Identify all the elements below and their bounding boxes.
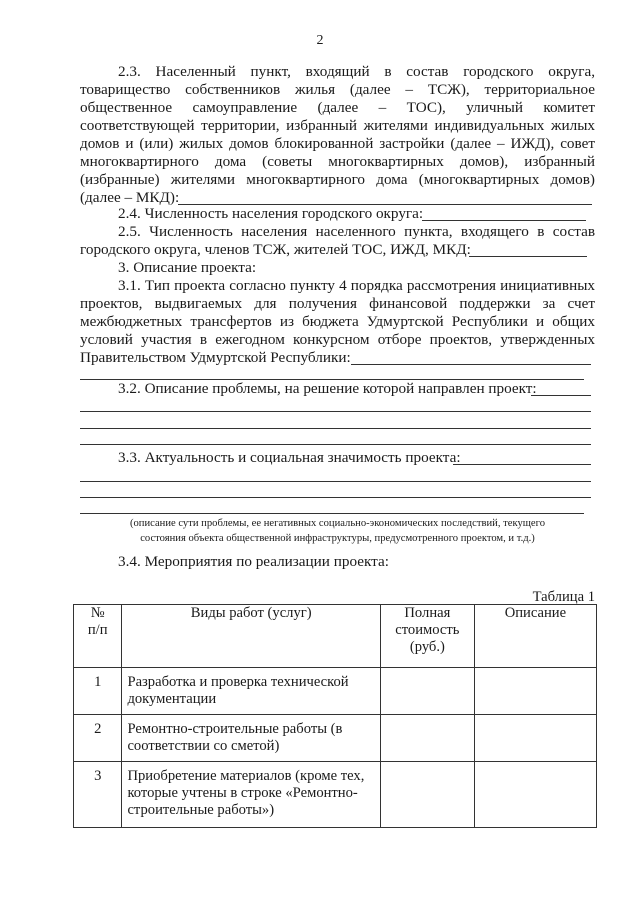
p3-3-text: 3.3. Актуальность и социальная значимость проекта: bbox=[118, 449, 461, 466]
header-cost bbox=[380, 605, 474, 668]
problem-fill-line bbox=[531, 395, 591, 396]
project-type-fill-line bbox=[351, 364, 591, 365]
row-description bbox=[474, 668, 596, 715]
p2-3-line: товарищество собственников жилья (далее – ТСЖ), территориальное bbox=[80, 81, 595, 98]
row-work bbox=[122, 715, 380, 762]
note-line: (описание сути проблемы, ее негативных социально-экономических последствий, текущего bbox=[129, 518, 545, 529]
row-work-text: Ремонтно-строительные работы (в соответствии со сметой) bbox=[127, 721, 343, 754]
p3-1-last-line: Правительством Удмуртской Республики: bbox=[80, 349, 351, 366]
row-num: 2 bbox=[74, 715, 122, 762]
row-num: 3 bbox=[74, 762, 122, 828]
section-3-heading: 3. Описание проекта: bbox=[118, 259, 257, 276]
problem-fill-line bbox=[80, 411, 591, 412]
p2-3-line: (избранные) жителями многоквартирного дома (многоквартирных домов) bbox=[80, 171, 595, 188]
p2-3-last-line: (далее – МКД): bbox=[80, 189, 180, 206]
p2-5-line: 2.5. Численность населения населенного пункта, входящего в состав bbox=[118, 223, 595, 240]
header-cost-line: Полная bbox=[404, 605, 451, 621]
p3-2-text: 3.2. Описание проблемы, на решение которой направлен проект: bbox=[118, 380, 537, 397]
row-cost bbox=[380, 715, 474, 762]
p3-1-line: проектов, выдвигаемых для получения финансовой поддержки за счет bbox=[80, 295, 595, 312]
p2-3-line: домов и (или) жилых домов блокированной застройки (далее – ИЖД), совет bbox=[80, 135, 595, 152]
row-description bbox=[474, 762, 596, 828]
p2-3-line: общественное самоуправление (далее – ТОС), уличный комитет bbox=[80, 99, 595, 116]
p2-4-text: 2.4. Численность населения городского округа: bbox=[118, 205, 424, 222]
row-work bbox=[122, 762, 380, 828]
row-description bbox=[474, 715, 596, 762]
header-num-line: п/п bbox=[87, 622, 108, 638]
p2-3-line: соответствующей территории, избранный жителями индивидуальных жилых bbox=[80, 117, 595, 134]
note-line: состояния объекта общественной инфраструктуры, предусмотренного проектом, и т.д.) bbox=[140, 533, 535, 544]
header-num bbox=[74, 605, 122, 668]
relevance-fill-line bbox=[80, 497, 591, 498]
problem-fill-line bbox=[80, 444, 591, 445]
relevance-fill-line bbox=[80, 481, 591, 482]
problem-fill-line bbox=[80, 428, 591, 429]
relevance-fill-line bbox=[80, 513, 584, 514]
header-num-line: № bbox=[90, 605, 105, 621]
row-cost bbox=[380, 762, 474, 828]
p3-4-text: 3.4. Мероприятия по реализации проекта: bbox=[118, 553, 389, 570]
table-row bbox=[74, 715, 597, 762]
members-fill-line bbox=[469, 256, 587, 257]
row-work bbox=[122, 668, 380, 715]
header-works: Виды работ (услуг) bbox=[122, 605, 380, 668]
header-cost-line: (руб.) bbox=[409, 639, 445, 655]
row-work-text: Приобретение материалов (кроме тех, которые учтены в строке «Ремонтно-строительные работы») bbox=[127, 768, 365, 818]
table-caption: Таблица 1 bbox=[532, 589, 595, 605]
p3-1-line: межбюджетных трансфертов из бюджета Удмуртской Республики и общих bbox=[80, 313, 595, 330]
project-activities-table bbox=[73, 604, 597, 828]
p2-5-line: городского округа, членов ТСЖ, жителей ТОС, ИЖД, МКД: bbox=[80, 241, 471, 258]
relevance-fill-line bbox=[453, 464, 591, 465]
header-description: Описание bbox=[474, 605, 596, 668]
table-row bbox=[74, 668, 597, 715]
p3-1-line: 3.1. Тип проекта согласно пункту 4 порядка рассмотрения инициативных bbox=[118, 277, 595, 294]
row-cost bbox=[380, 668, 474, 715]
population-fill-line bbox=[422, 220, 586, 221]
row-num: 1 bbox=[74, 668, 122, 715]
p2-3-line: многоквартирного дома (советы многоквартирных домов), избранный bbox=[80, 153, 595, 170]
header-cost-line: стоимость bbox=[395, 622, 460, 638]
p2-3-line: 2.3. Населенный пункт, входящий в состав городского округа, bbox=[118, 63, 595, 80]
page-number: 2 bbox=[316, 33, 324, 48]
p3-1-line: условий участия в ежегодном конкурсном отборе проектов, утвержденных bbox=[80, 331, 595, 348]
table-header-row bbox=[74, 605, 597, 668]
row-work-text: Разработка и проверка технической документации bbox=[127, 674, 349, 707]
table-row bbox=[74, 762, 597, 828]
